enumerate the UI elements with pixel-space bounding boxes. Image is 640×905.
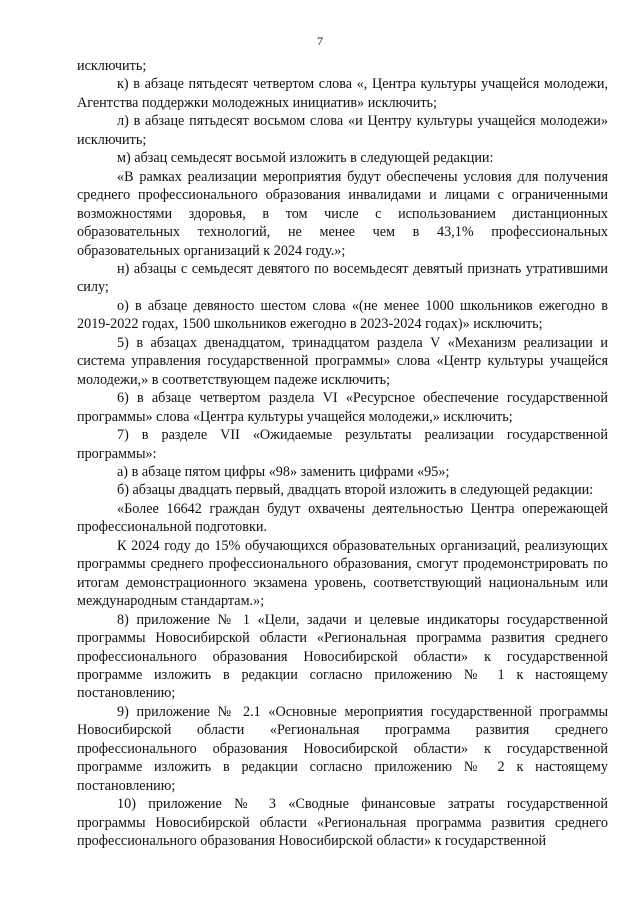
paragraph-item-o: о) в абзаце девяносто шестом слова «(не менее 1000 школьников ежегодно в 2019-2022 годах, 1500 школьников ежегодно в 2023-2024 годах)» исключить; xyxy=(77,297,608,333)
document-body xyxy=(77,57,608,850)
paragraph-item-n: н) абзацы с семьдесят девятого по восемьдесят девятый признать утратившими силу; xyxy=(77,260,608,296)
paragraph-quote-21: «Более 16642 граждан будут охвачены деятельностью Центра опережающей профессиональной подготовки. xyxy=(77,500,608,536)
paragraph-item-6: 6) в абзаце четвертом раздела VI «Ресурсное обеспечение государственной программы» слова «Центра культуры учащейся молодежи,» исключить; xyxy=(77,390,608,425)
paragraph-quote-78: «В рамках реализации мероприятия будут обеспечены условия для получения среднего профессионального образования инвалидами и лицами с ограниченными возможностями здоровья, в том числе с использованием дистанционных образовательных технологий, не менее чем в 43,1% профессиональных образовательных организаций к 2024 году.»; xyxy=(77,168,608,259)
paragraph-item-9: 9) приложение № 2.1 «Основные мероприятия государственной программы Новосибирской области «Региональная программа развития среднего профессионального образования Новосибирской области» к государственной программе изложить в редакции согласно приложению № 2 к настоящему постановлению; xyxy=(77,703,608,794)
paragraph-item-7: 7) в разделе VII «Ожидаемые результаты реализации государственной программы»: xyxy=(77,427,608,462)
paragraph-item-8: 8) приложение № 1 «Цели, задачи и целевые индикаторы государственной программы Новосибирской области «Региональная программа развития среднего профессионального образования Новосибирской области» к государственной программе изложить в редакции согласно приложению № 1 к настоящему постановлению; xyxy=(77,611,608,702)
paragraph-item-l: л) в абзаце пятьдесят восьмом слова «и Центру культуры учащейся молодежи» исключить; xyxy=(77,113,608,148)
paragraph-item-k: к) в абзаце пятьдесят четвертом слова «, Центра культуры учащейся молодежи, Агентства поддержки молодежных инициатив» исключить; xyxy=(77,76,608,111)
paragraph-quote-22: К 2024 году до 15% обучающихся образовательных организаций, реализующих программы среднего профессионального образования, смогут продемонстрировать по итогам демонстрационного экзамена уровень, соответствующий национальным или международным стандартам.»; xyxy=(77,537,608,610)
page-number: 7 xyxy=(317,34,323,48)
paragraph-item-7a: а) в абзаце пятом цифры «98» заменить цифрами «95»; xyxy=(117,463,450,480)
paragraph-item-7b: б) абзацы двадцать первый, двадцать второй изложить в следующей редакции: xyxy=(117,482,594,499)
paragraph-continuation: исключить; xyxy=(77,58,147,74)
paragraph-item-10: 10) приложение № 3 «Сводные финансовые затраты государственной программы Новосибирской области «Региональная программа развития среднего профессионального образования Новосибирской области» к государственной xyxy=(77,796,608,850)
paragraph-item-5: 5) в абзацах двенадцатом, тринадцатом раздела V «Механизм реализации и система управления государственной программы» слова «Центр культуры учащейся молодежи,» в соответствующем падеже исключить; xyxy=(77,334,608,388)
paragraph-item-m: м) абзац семьдесят восьмой изложить в следующей редакции: xyxy=(117,150,494,167)
